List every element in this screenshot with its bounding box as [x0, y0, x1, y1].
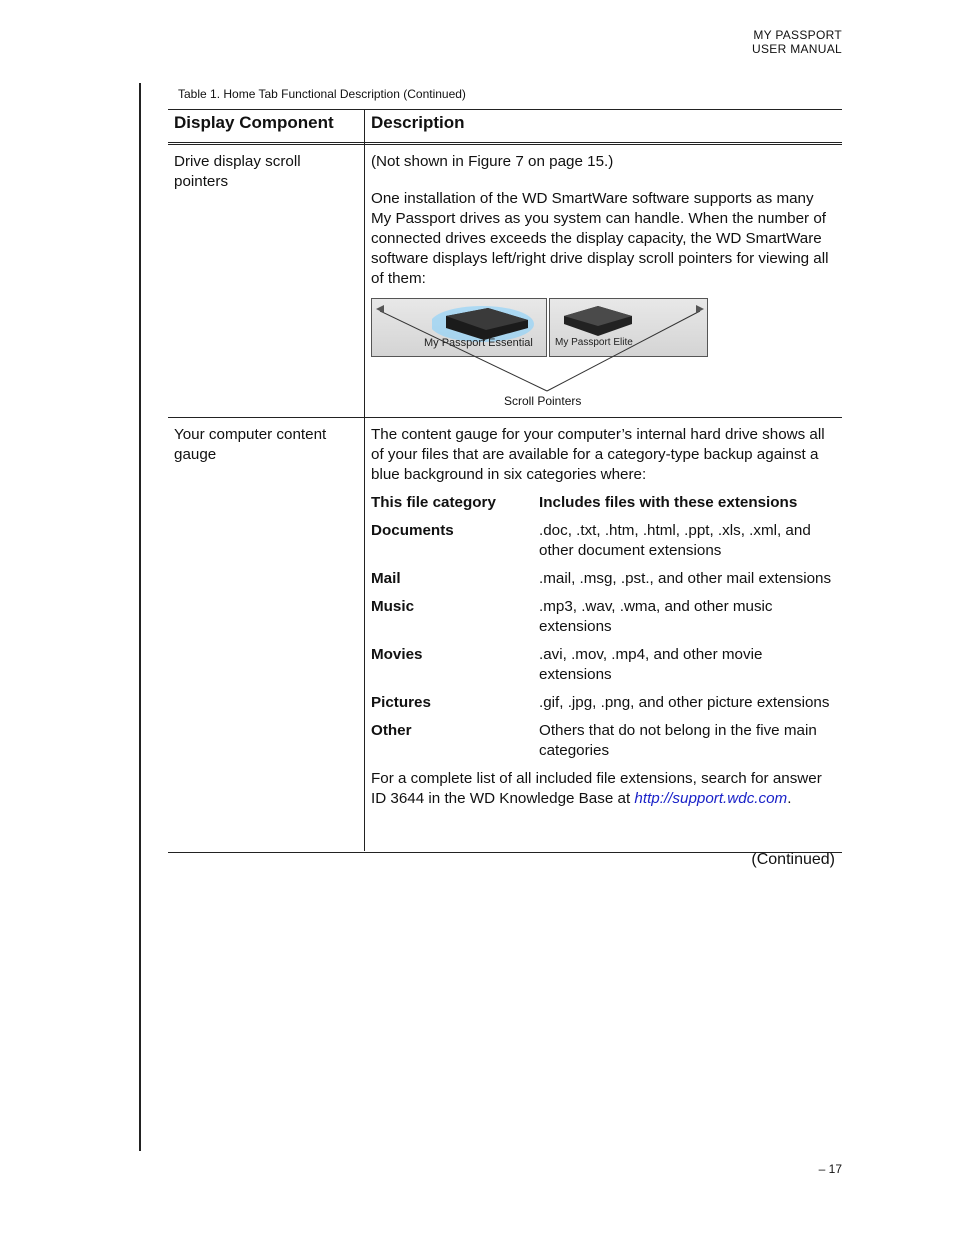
list-item — [371, 569, 837, 589]
note-text: (Not shown in Figure 7 on page 15.) — [371, 153, 614, 170]
category-name: Music — [371, 598, 415, 615]
table-caption: Table 1. Home Tab Functional Description (Continued) — [178, 87, 466, 101]
body-text: One installation of the WD SmartWare software supports as many My Passport drives as you system can handle. When the number of connected drives exceeds the display capacity, the WD SmartWare software displays left/right drive display scroll pointers for viewing all of them: — [371, 190, 829, 287]
category-header: This file category — [371, 494, 496, 511]
category-name: Pictures — [371, 694, 431, 711]
list-item — [371, 521, 837, 561]
component-description — [371, 425, 837, 809]
running-header — [752, 28, 842, 56]
component-description — [371, 152, 837, 413]
category-name: Movies — [371, 646, 423, 663]
category-name: Other — [371, 722, 412, 739]
file-category-table — [371, 493, 837, 761]
list-item — [371, 597, 837, 637]
callout-label: Scroll Pointers — [504, 394, 582, 408]
continued-note: (Continued) — [751, 851, 835, 868]
intro-text: The content gauge for your computer’s internal hard drive shows all of your files that are available for a category-type backup against a blue background in six categories where: — [371, 426, 825, 483]
footer-text-body: For a complete list of all included file extensions, search for answer ID 3644 in the WD Knowledge Base at — [371, 770, 822, 807]
col-header-description: Description — [371, 113, 465, 132]
drive-label: My Passport Essential — [424, 337, 533, 349]
category-extensions: .gif, .jpg, .png, and other picture extensions — [539, 694, 830, 711]
component-name: Drive display scroll pointers — [174, 153, 301, 190]
list-item — [371, 721, 837, 761]
category-extensions: Others that do not belong in the five main categories — [539, 722, 817, 759]
support-link[interactable]: http://support.wdc.com — [634, 790, 788, 807]
category-extensions: .mail, .msg, .pst., and other mail extensions — [539, 570, 832, 587]
footer-text-end: . — [787, 790, 792, 807]
table-row — [168, 418, 842, 853]
scroll-pointers-figure — [371, 298, 711, 413]
drive-label: My Passport Elite — [555, 337, 633, 348]
function-table — [168, 109, 842, 853]
extensions-header: Includes files with these extensions — [539, 494, 798, 511]
col-header-component: Display Component — [174, 113, 334, 132]
list-item — [371, 693, 837, 713]
page-number: – 17 — [818, 1162, 842, 1176]
category-extensions: .mp3, .wav, .wma, and other music extensions — [539, 598, 773, 635]
header-product: MY PASSPORT — [753, 28, 842, 42]
component-name: Your computer content gauge — [174, 426, 327, 463]
table-row — [168, 145, 842, 418]
category-extensions: .doc, .txt, .htm, .html, .ppt, .xls, .xml, and other document extensions — [539, 522, 811, 559]
list-item — [371, 645, 837, 685]
right-arrow-icon — [696, 305, 704, 313]
category-name: Documents — [371, 522, 454, 539]
header-manual: USER MANUAL — [752, 42, 842, 56]
margin-rule — [139, 83, 141, 1151]
callout-lines — [371, 298, 711, 393]
footer-text — [371, 769, 837, 809]
table-header — [168, 109, 842, 145]
category-extensions: .avi, .mov, .mp4, and other movie extensions — [539, 646, 763, 683]
file-category-header — [371, 493, 837, 513]
category-name: Mail — [371, 570, 401, 587]
left-arrow-icon — [376, 305, 384, 313]
